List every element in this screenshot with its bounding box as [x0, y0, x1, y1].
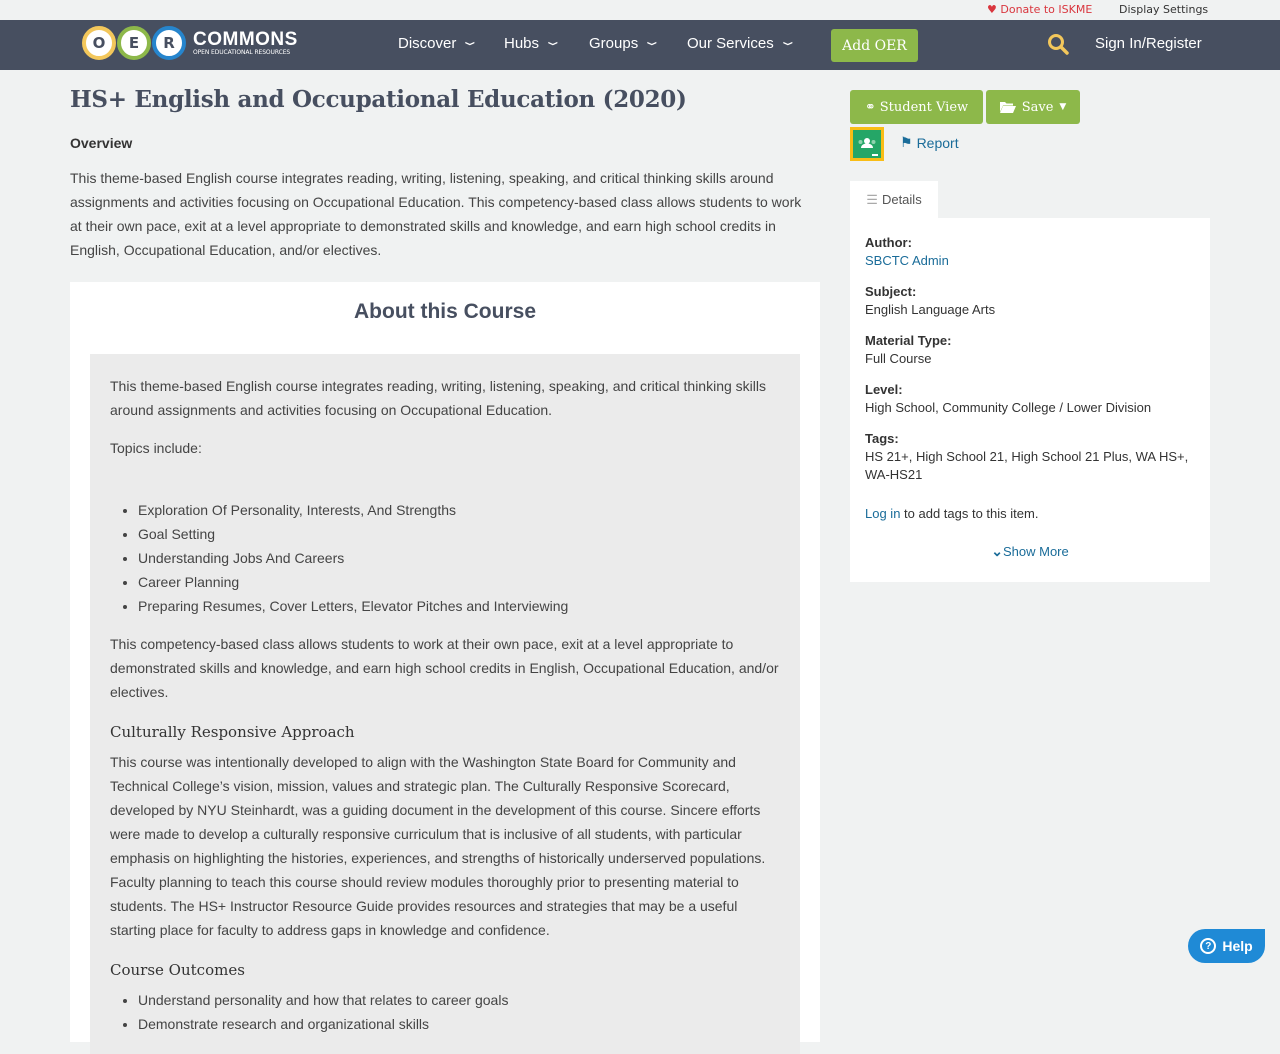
subject-value: English Language Arts	[865, 302, 996, 317]
logo-text: COMMONS OPEN EDUCATIONAL RESOURCES	[193, 28, 298, 56]
sign-in-register-link[interactable]: Sign In/Register	[1095, 35, 1202, 52]
author-label: Author:	[865, 235, 912, 250]
subject-label: Subject:	[865, 284, 917, 299]
nav-our-services[interactable]: Our Services ❯	[687, 35, 793, 52]
list-item: • Exploration Of Personality, Interests, And Strengths	[138, 498, 780, 522]
chevron-down-icon: ❯	[782, 40, 793, 47]
list-item: • Career Planning	[138, 570, 780, 594]
nav-groups[interactable]: Groups ❯	[589, 35, 658, 52]
google-classroom-icon	[853, 130, 881, 158]
chevron-down-icon: ⌄	[991, 543, 1003, 559]
help-button[interactable]: ? Help	[1188, 929, 1265, 963]
list-icon: ☰	[866, 191, 878, 207]
report-link[interactable]: ⚑ Report	[900, 134, 959, 151]
level-label: Level:	[865, 382, 903, 397]
topics-label: Topics include:	[110, 440, 202, 456]
overview-text: This theme-based English course integrates reading, writing, listening, speaking, and critical thinking skills around assignments and activities focusing on Occupational Education. This competency-based class allows students to work at their own pace, exit at a level appropriate to demonstrated skills and knowledge, and earn high school credits in English, Occupational Education, and/or electives.	[70, 170, 802, 258]
overview-heading: Overview	[70, 135, 133, 151]
list-item: • Understanding Jobs And Careers	[138, 546, 780, 570]
list-item: • Goal Setting	[138, 522, 780, 546]
tab-details[interactable]: ☰ Details	[850, 181, 938, 218]
level-value: High School, Community College / Lower Division	[865, 400, 1152, 415]
utility-bar	[0, 0, 1280, 20]
google-classroom-share-button[interactable]	[850, 127, 884, 161]
donate-link[interactable]: ♥ Donate to ISKME	[987, 3, 1093, 16]
list-item: • Preparing Resumes, Cover Letters, Elevator Pitches and Interviewing	[138, 594, 780, 618]
chevron-down-icon: ❯	[647, 40, 658, 47]
about-course-card	[70, 282, 820, 1042]
folder-open-icon	[1000, 101, 1016, 113]
about-course-content	[90, 354, 800, 1054]
logo-ring-r: R	[152, 26, 186, 60]
competency-text: This competency-based class allows students to work at their own pace, exit at a level appropriate to demonstrated skills and knowledge, and earn high school credits in English, Occupational Education, and/or electives.	[110, 636, 779, 700]
save-button[interactable]: Save ▼	[986, 90, 1080, 124]
logo-ring-o: O	[82, 26, 116, 60]
outcomes-heading: Course Outcomes	[110, 961, 245, 979]
list-item: • Demonstrate research and organizational skills	[138, 1012, 780, 1036]
heart-icon: ♥	[987, 3, 997, 16]
chevron-down-icon: ❯	[465, 40, 476, 47]
list-item: • Understand personality and how that relates to career goals	[138, 988, 780, 1012]
author-link[interactable]: SBCTC Admin	[865, 253, 949, 268]
show-more-button[interactable]: ⌄Show More	[991, 543, 1069, 559]
student-view-button[interactable]: ⚭ Student View	[850, 90, 983, 124]
display-settings-link[interactable]: Display Settings	[1119, 3, 1209, 16]
nav-hubs[interactable]: Hubs ❯	[504, 35, 559, 52]
logo-ring-e: E	[117, 26, 151, 60]
caret-down-icon: ▼	[1059, 102, 1067, 112]
material-type-value: Full Course	[865, 351, 932, 366]
chevron-down-icon: ❯	[548, 40, 559, 47]
cra-text: This course was intentionally developed to align with the Washington State Board for Community and Technical College’s vision, mission, values and strategic plan. The Culturally Responsive Scorecard, developed by NYU Steinhardt, was a guiding document in the development of this course. Sincere efforts were made to develop a culturally responsive curriculum that is inclusive of all students, with particular emphasis on highlighting the histories, experiences, and strengths of historically underserved populations. Faculty planning to teach this course should review modules thoroughly prior to presenting material to students. The HS+ Instructor Resource Guide provides resources and strategies that may be a useful starting place for faculty to address gaps in knowledge and confidence.	[110, 754, 766, 938]
link-icon: ⚭	[864, 99, 876, 115]
outcomes-list	[138, 988, 780, 1036]
flag-icon: ⚑	[900, 134, 913, 150]
tags-value: HS 21+, High School 21, High School 21 Plus, WA HS+, WA-HS21	[865, 449, 1189, 482]
main-navbar	[0, 20, 1280, 70]
tags-label: Tags:	[865, 431, 899, 446]
question-icon: ?	[1200, 938, 1216, 954]
cra-heading: Culturally Responsive Approach	[110, 723, 355, 741]
details-panel	[850, 218, 1210, 582]
oer-commons-logo[interactable]	[82, 26, 298, 60]
material-type-label: Material Type:	[865, 333, 952, 348]
about-course-title: About this Course	[354, 300, 536, 323]
topics-list	[138, 498, 780, 618]
nav-discover[interactable]: Discover ❯	[398, 35, 476, 52]
login-link[interactable]: Log in	[865, 506, 901, 521]
about-intro: This theme-based English course integrates reading, writing, listening, speaking, and critical thinking skills around assignments and activities focusing on Occupational Education.	[110, 378, 766, 418]
page-title: HS+ English and Occupational Education (2020)	[70, 86, 687, 113]
search-icon[interactable]	[1047, 33, 1069, 59]
login-to-tag: Log in to add tags to this item.	[865, 506, 1039, 521]
add-oer-button[interactable]: Add OER	[831, 29, 918, 62]
